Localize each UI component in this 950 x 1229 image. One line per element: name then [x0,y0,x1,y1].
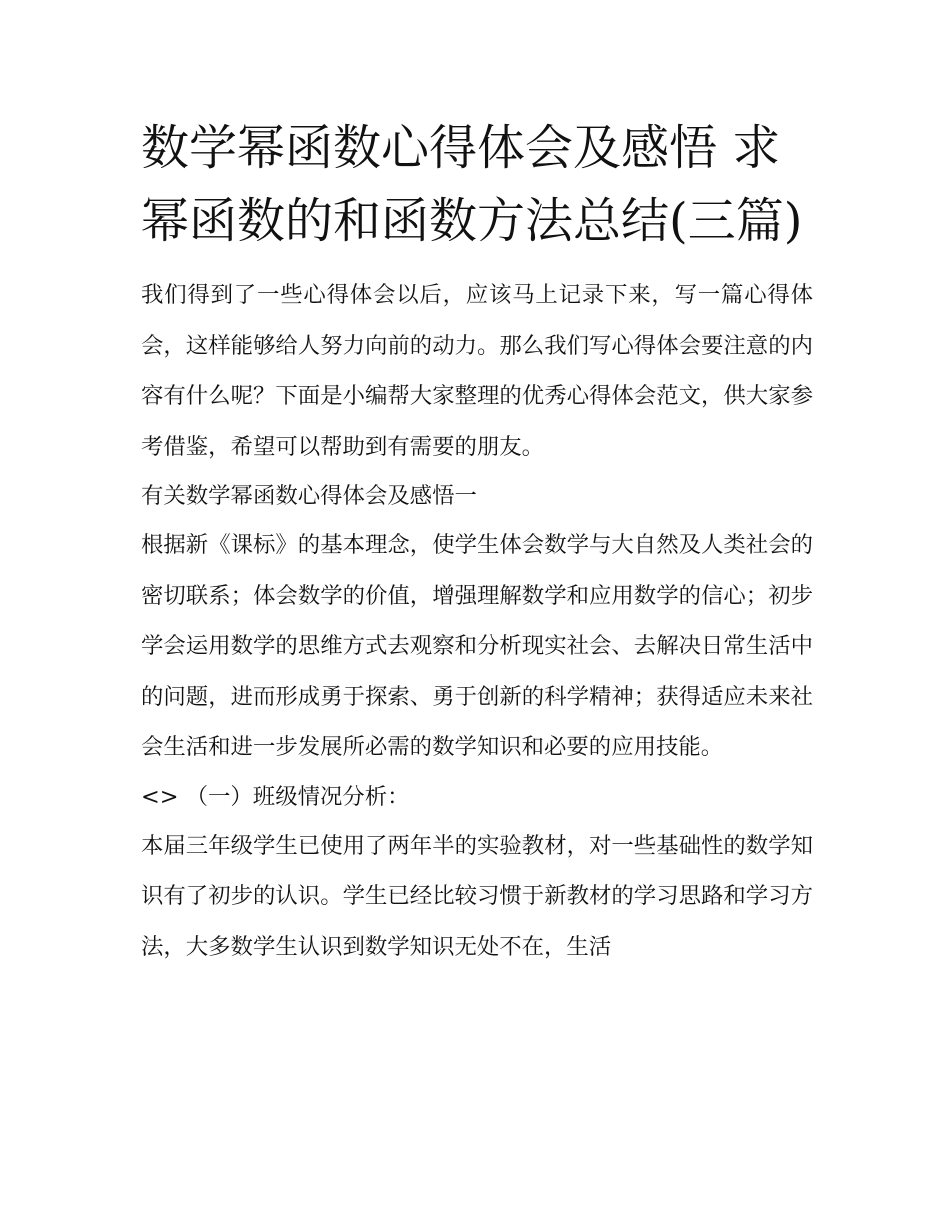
body-paragraph: 本届三年级学生已使用了两年半的实验教材，对一些基础性的数学知识有了初步的认识。学生已经比较习惯于新教材的学习思路和学习方法，大多数学生认识到数学知识无处不在，生活 [141,832,813,960]
intro-paragraph: 我们得到了一些心得体会以后，应该马上记录下来，写一篇心得体会，这样能够给人努力向前的动力。那么我们写心得体会要注意的内容有什么呢？下面是小编帮大家整理的优秀心得体会范文，供大家参考借鉴，希望可以帮助到有需要的朋友。 [141,282,813,460]
body-paragraph: 根据新《课标》的基本理念，使学生体会数学与大自然及人类社会的密切联系；体会数学的价值，增强理解数学和应用数学的信心；初步学会运用数学的思维方式去观察和分析现实社会、去解决日常生活中的问题，进而形成勇于探索、勇于创新的科学精神；获得适应未来社会生活和进一步发展所必需的数学知识和必要的应用技能。 [141,532,813,760]
subsection-heading: <> （一）班级情况分析： [141,783,410,810]
section-heading: 有关数学幂函数心得体会及感悟一 [141,483,477,509]
document-content [141,112,813,972]
document-title: 数学幂函数心得体会及感悟 求幂函数的和函数方法总结(三篇) [141,120,803,249]
